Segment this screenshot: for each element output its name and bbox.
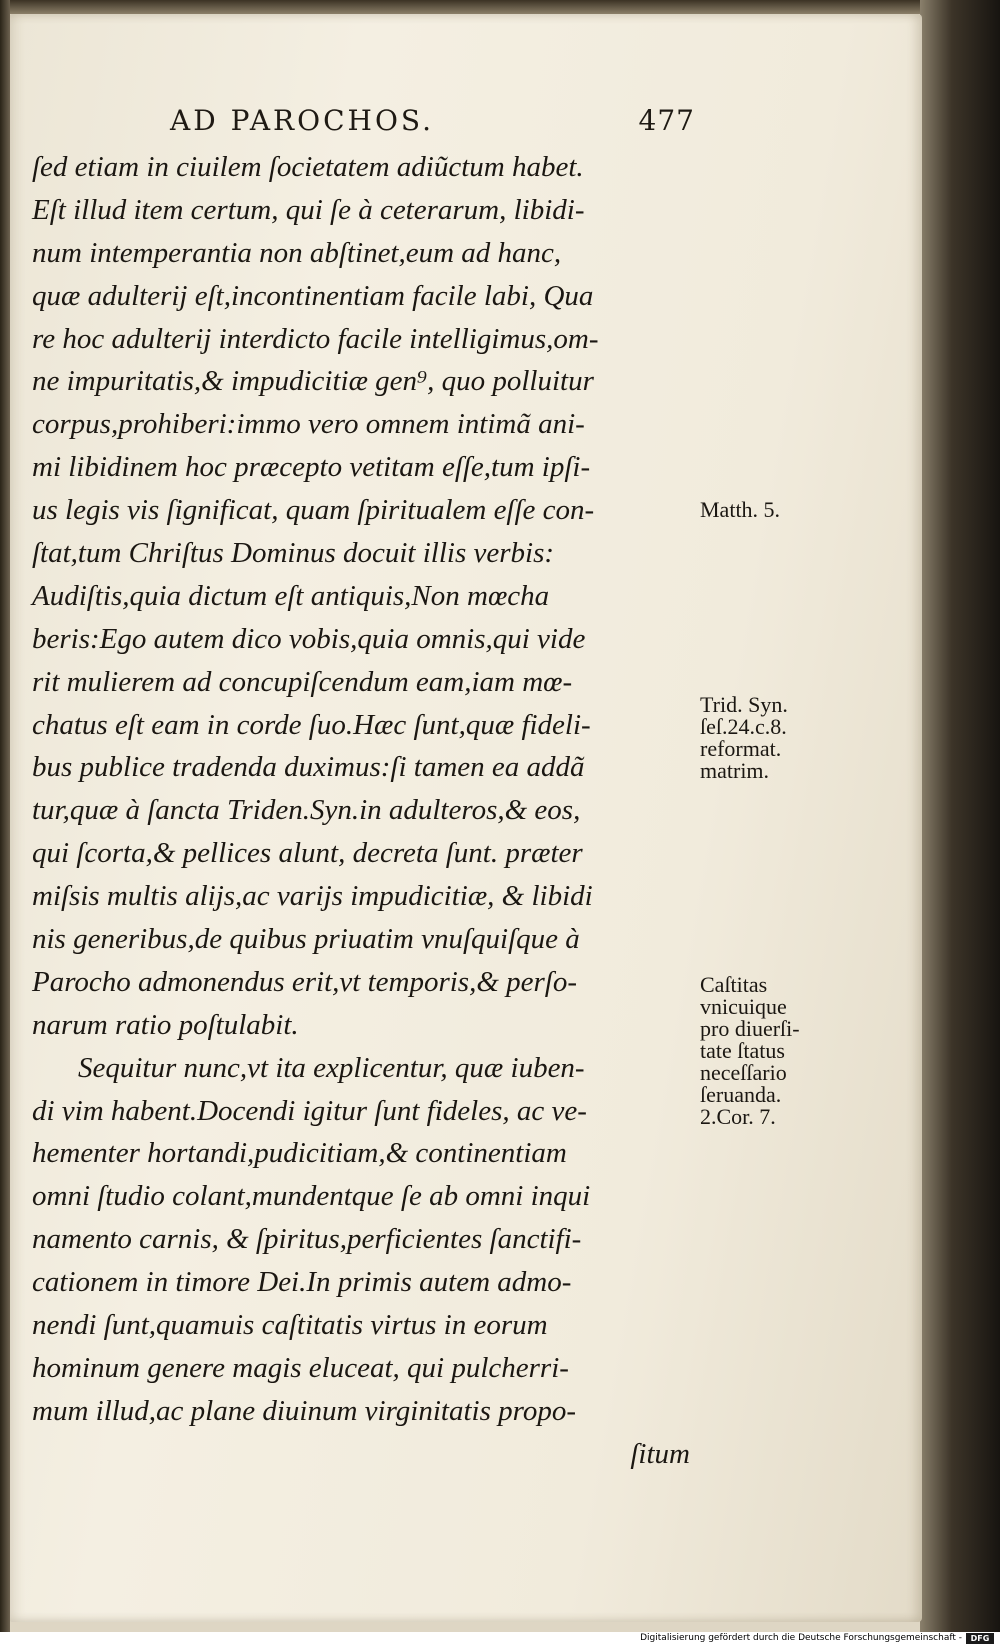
text-line: ſed etiam in ciuilem ſocietatem adiũctum habet. bbox=[32, 151, 584, 183]
text-line: namento carnis, & ſpiritus,perficientes ſanctifi- bbox=[32, 1223, 582, 1256]
catchword: ſitum bbox=[630, 1437, 690, 1470]
footer-bar bbox=[0, 1632, 1000, 1645]
page-header bbox=[170, 104, 695, 144]
text-line: corpus,prohiberi:immo vero omnem intimã ani- bbox=[32, 408, 585, 441]
text-line: Parocho admonendus erit,vt temporis,& perſo- bbox=[32, 965, 578, 998]
margin-note-line: 2.Cor. 7. bbox=[700, 1104, 776, 1129]
margin-note-tridentine bbox=[700, 694, 850, 782]
text-line: nis generibus,de quibus priuatim vnuſquiſque à bbox=[32, 923, 580, 956]
margin-note-line: ſeruanda. bbox=[700, 1082, 782, 1107]
text-line: mi libidinem hoc præcepto vetitam eſſe,tum ipſi- bbox=[32, 451, 591, 484]
margin-note-line: reformat. bbox=[700, 736, 782, 761]
text-line: hementer hortandi,pudicitiam,& continentiam bbox=[32, 1137, 567, 1170]
text-line: nendi ſunt,quamuis caſtitatis virtus in eorum bbox=[32, 1309, 548, 1342]
text-line: num intemperantia non abſtinet,eum ad hanc, bbox=[32, 236, 562, 269]
margin-note-line: Caſtitas bbox=[700, 972, 768, 997]
text-line: miſsis multis alijs,ac varijs impudicitiæ, & libidi bbox=[32, 880, 593, 913]
margin-note-line: Matth. 5. bbox=[700, 497, 781, 522]
text-line: tur,quæ à ſancta Triden.Syn.in adulteros,& eos, bbox=[32, 794, 581, 827]
text-line: re hoc adulterij interdicto facile intelligimus,om- bbox=[32, 322, 599, 355]
footer-credit: Digitalisierung gefördert durch die Deutsche Forschungsgemeinschaft - bbox=[640, 1633, 962, 1643]
running-title: AD PAROCHOS. bbox=[170, 104, 434, 137]
paragraph-start-line: Sequitur nunc,vt ita explicentur, quæ iuben- bbox=[78, 1051, 585, 1084]
body-text bbox=[32, 146, 700, 1476]
page-number: 477 bbox=[638, 104, 695, 137]
text-line: ſtat,tum Chriſtus Dominus docuit illis verbis: bbox=[32, 537, 555, 570]
dfg-logo-icon: DFG bbox=[966, 1633, 994, 1644]
book-edge-right bbox=[920, 0, 1000, 1632]
text-line: hominum genere magis eluceat, qui pulcherri- bbox=[32, 1351, 569, 1384]
margin-note-line: pro diuerſi- bbox=[700, 1016, 800, 1041]
margin-note-matthew bbox=[700, 499, 850, 521]
book-edge-left bbox=[0, 0, 10, 1632]
text-line: qui ſcorta,& pellices alunt, decreta ſunt. præter bbox=[32, 837, 583, 870]
margin-note-castitas bbox=[700, 974, 850, 1128]
margin-note-line: tate ſtatus bbox=[700, 1038, 785, 1063]
text-line: Eſt illud item certum, qui ſe à ceterarum, libidi- bbox=[32, 193, 585, 226]
margin-note-line: matrim. bbox=[700, 758, 770, 783]
margin-note-line: vnicuique bbox=[700, 994, 787, 1019]
text-line: beris:Ego autem dico vobis,quia omnis,qui vide bbox=[32, 622, 586, 655]
text-line: Audiſtis,quia dictum eſt antiquis,Non mœcha bbox=[32, 579, 550, 612]
text-line: us legis vis ſignificat, quam ſpiritualem eſſe con- bbox=[32, 494, 595, 527]
text-line: chatus eſt eam in corde ſuo.Hæc ſunt,quæ fideli- bbox=[32, 708, 591, 741]
text-line: bus publice tradenda duximus:ſi tamen ea addã bbox=[32, 751, 585, 784]
book-page bbox=[10, 14, 922, 1622]
margin-note-line: Trid. Syn. bbox=[700, 692, 788, 717]
text-line: mum illud,ac plane diuinum virginitatis propo- bbox=[32, 1394, 576, 1427]
text-line: quæ adulterij eſt,incontinentiam facile labi, Qua bbox=[32, 279, 594, 312]
text-line: omni ſtudio colant,mundentque ſe ab omni inqui bbox=[32, 1180, 591, 1213]
margin-note-line: neceſſario bbox=[700, 1060, 787, 1085]
text-line: rit mulierem ad concupiſcendum eam,iam mœ- bbox=[32, 665, 573, 698]
text-line: narum ratio poſtulabit. bbox=[32, 1008, 299, 1041]
text-line: di vim habent.Docendi igitur ſunt fideles, ac ve- bbox=[32, 1094, 587, 1127]
text-line: cationem in timore Dei.In primis autem admo- bbox=[32, 1266, 572, 1299]
text-line: ne impuritatis,& impudicitiæ gen⁹, quo polluitur bbox=[32, 365, 594, 398]
book-edge-top bbox=[0, 0, 1000, 14]
margin-note-line: ſeſ.24.c.8. bbox=[700, 714, 787, 739]
